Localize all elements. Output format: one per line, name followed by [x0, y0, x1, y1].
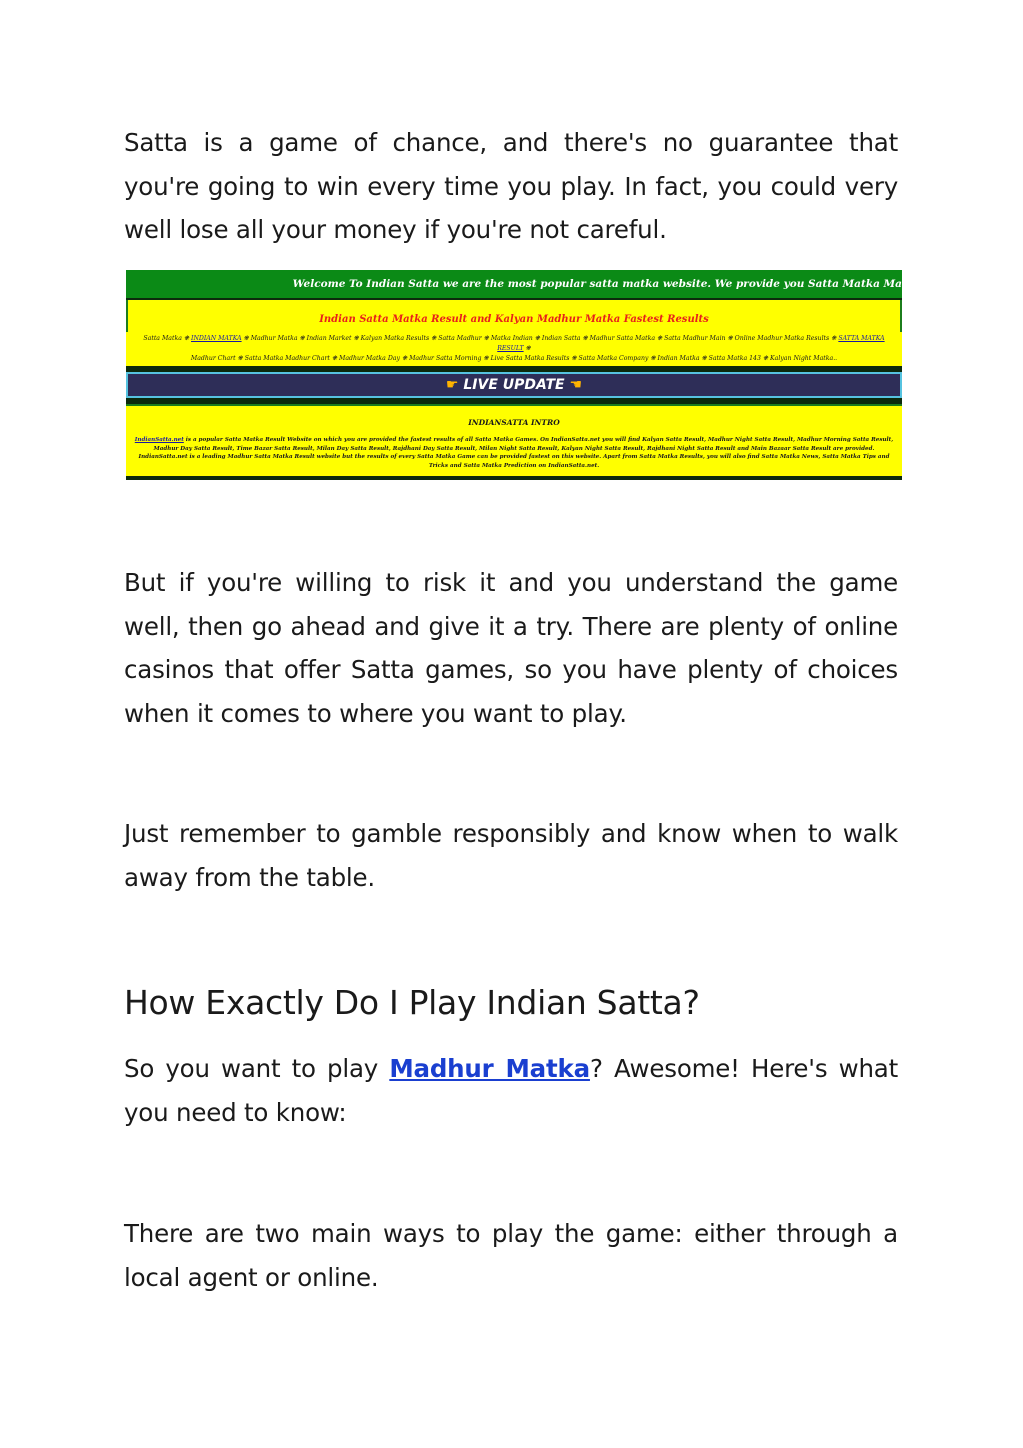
links-text-line2: Madhur Chart ❋ Satta Matka Madhur Chart ❋ Madhur Matka Day ❋ Madhur Satta Morning ❋ Live Satta Matka Results ❋ Satta Matka Company ❋ Indian Matka ❋ Satta Matka 143 ❋ Kalyan Night Matka.. [190, 355, 838, 362]
satta-website-screenshot [126, 270, 902, 480]
keyword-links [126, 332, 902, 366]
live-update-label: LIVE UPDATE [463, 377, 565, 393]
madhur-matka-link[interactable]: Madhur Matka [389, 1054, 590, 1083]
banner-title: Indian Satta Matka Result and Kalyan Madhur Matka Fastest Results [319, 314, 709, 325]
intro-body [132, 436, 896, 470]
welcome-marquee: Welcome To Indian Satta we are the most popular satta matka website. We provide you Satta Matka Ma [126, 270, 902, 298]
paragraph-risk: But if you're willing to risk it and you understand the game well, then go ahead and give it a try. There are plenty of online casinos that offer Satta games, so you have plenty of choices when it comes to where you want to play. [124, 568, 898, 728]
satta-matka-result-link: SATTA MATKA RESULT [497, 335, 885, 352]
p4-text-before: So you want to play [124, 1054, 390, 1083]
paragraph-madhur-matka [124, 1047, 898, 1134]
intro-section [126, 404, 902, 476]
pointing-hand-left-icon: ☚ [569, 377, 583, 393]
indian-matka-link: INDIAN MATKA [191, 335, 242, 342]
intro-text: is a popular Satta Matka Result Website on which you are provided the fastest results of all Satta Matka Games. On IndianSatta.net you will find Kalyan Satta Result, Madhur Night Satta Result, Madhur Morning Satta Result, Madhur Day Satta Result, Time Bazar Satta Result, Milan Day Satta Result, Rajdhani Day Satta Result, Milan Night Satta Result, Kalyan Night Satta Result, Rajdhani Night Satta Result and Main Bazaar Satta Result are provided. IndianSatta.net is a leading Madhur Satta Matka Result website but the results of every Satta Matka Game can be provided fastest on this website. Apart from Satta Matka Results, you will also find Satta Matka News, Satta Matka Tips and Tricks and Satta Matka Prediction on IndianSatta.net. [138, 437, 894, 469]
live-update-bar [126, 372, 902, 398]
paragraph-chance: Satta is a game of chance, and there's no guarantee that you're going to win every time you play. In fact, you could very well lose all your money if you're not careful. [124, 128, 898, 244]
p4-text-after: ? Awesome! Here's what you need to know: [124, 1054, 898, 1127]
paragraph-gamble-responsibly: Just remember to gamble responsibly and know when to walk away from the table. [124, 819, 898, 892]
links-text-c: ❋ [523, 345, 531, 352]
section-heading: How Exactly Do I Play Indian Satta? [124, 983, 700, 1022]
links-text-b: ❋ Madhur Matka ❋ Indian Market ❋ Kalyan Matka Results ❋ Satta Madhur ❋ Matka Indian ❋ Indian Satta ❋ Madhur Satta Matka ❋ Satta Madhur Main ❋ Online Madhur Matka Results ❋ [241, 335, 839, 342]
paragraph-ways-to-play: There are two main ways to play the game: either through a local agent or online. [124, 1219, 898, 1292]
indiansatta-link: IndianSatta.net [134, 437, 184, 443]
links-text-a: Satta Matka ❋ [143, 335, 192, 342]
pointing-hand-right-icon: ☛ [445, 377, 459, 393]
intro-title: INDIANSATTA INTRO [468, 418, 560, 427]
